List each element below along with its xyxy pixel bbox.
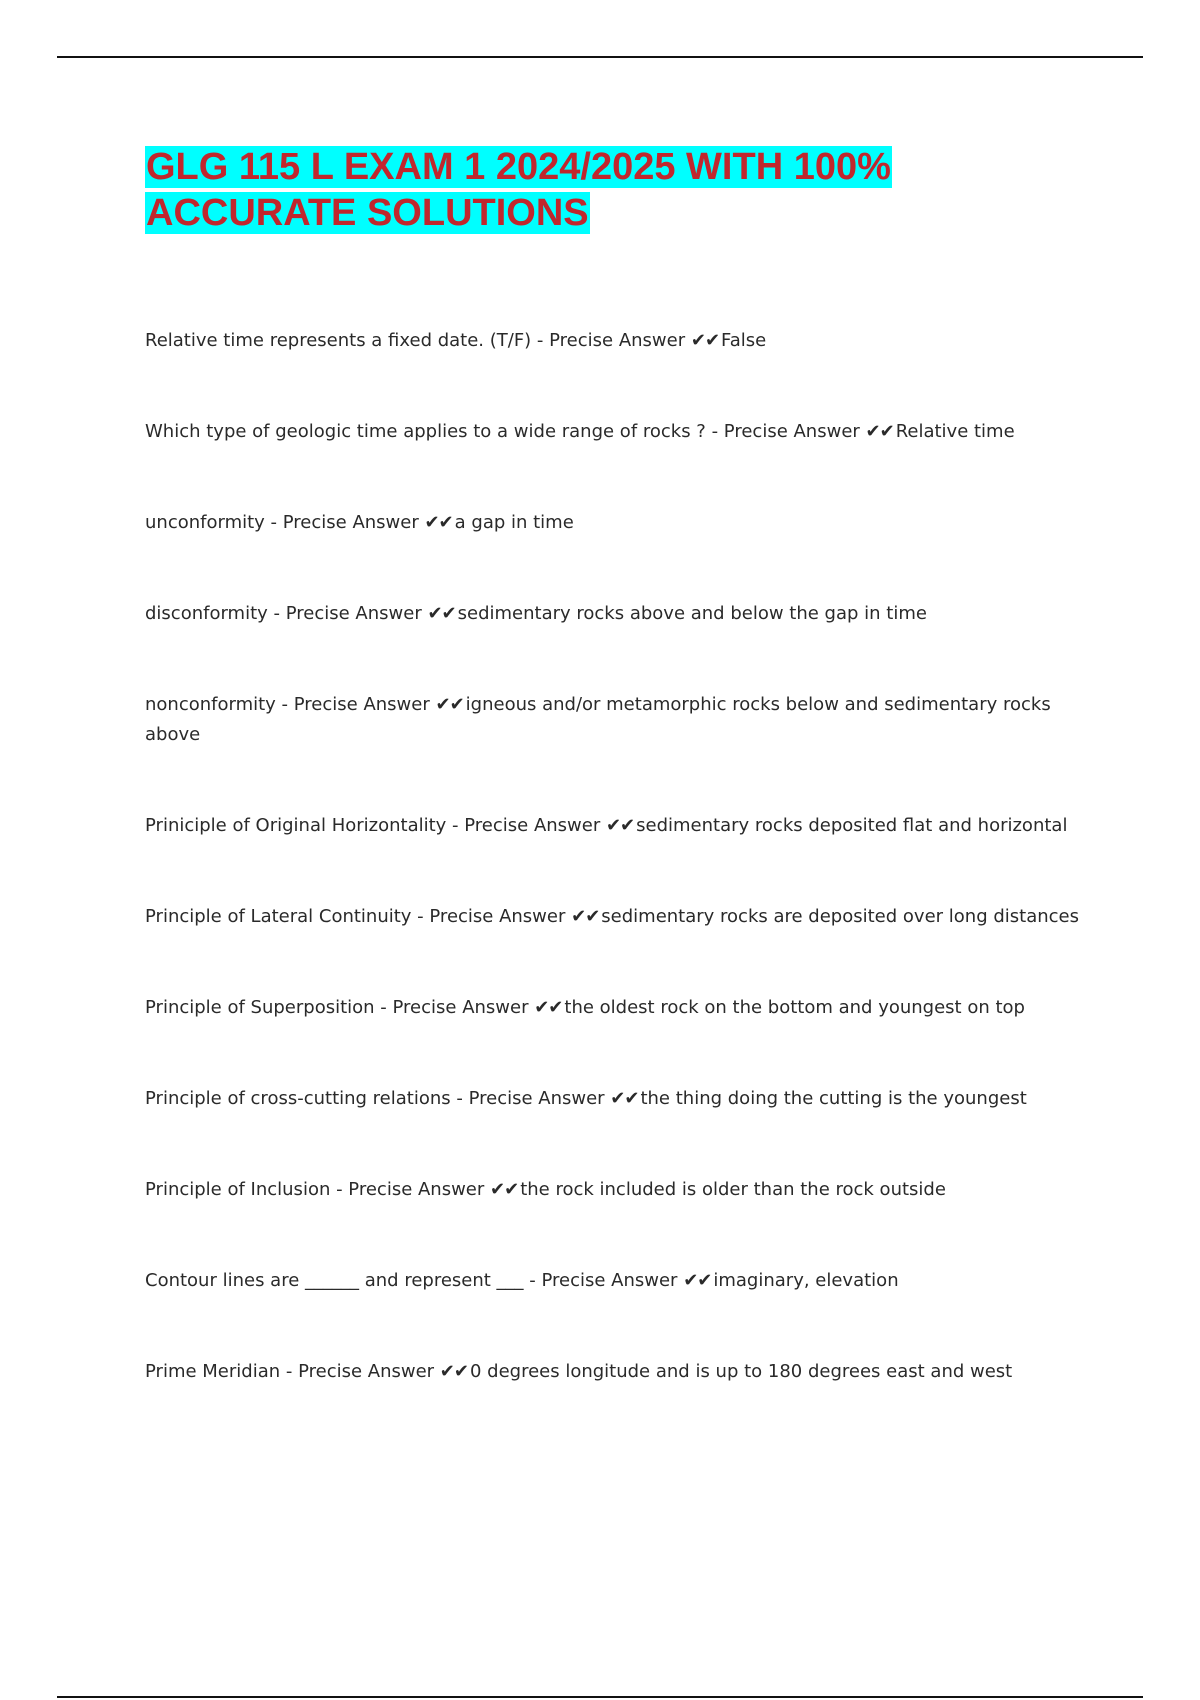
qa-answer: False (721, 330, 767, 351)
qa-list (145, 326, 1085, 1448)
qa-answer: igneous and/or metamorphic rocks below and sedimentary rocks above (145, 694, 1051, 745)
qa-question: Relative time represents a fixed date. (T/F) - Precise Answer (145, 330, 691, 351)
title-line-2: ACCURATE SOLUTIONS (146, 192, 589, 234)
qa-item (145, 417, 1085, 447)
check-icon: ✔✔ (610, 1088, 639, 1109)
qa-question: Prime Meridian - Precise Answer (145, 1361, 440, 1382)
qa-item (145, 326, 1085, 356)
qa-question: Contour lines are ______ and represent ___ - Precise Answer (145, 1270, 684, 1291)
check-icon: ✔✔ (439, 1361, 468, 1382)
check-icon: ✔✔ (534, 997, 563, 1018)
check-icon: ✔✔ (571, 906, 600, 927)
qa-answer: a gap in time (454, 512, 574, 533)
qa-answer: imaginary, elevation (713, 1270, 899, 1291)
check-icon: ✔✔ (427, 603, 456, 624)
check-icon: ✔✔ (865, 421, 894, 442)
qa-question: Which type of geologic time applies to a wide range of rocks ? - Precise Answer (145, 421, 866, 442)
qa-answer: the rock included is older than the rock outside (520, 1179, 946, 1200)
qa-answer: sedimentary rocks are deposited over long distances (601, 906, 1079, 927)
qa-answer: the oldest rock on the bottom and youngest on top (564, 997, 1025, 1018)
qa-item (145, 1357, 1085, 1387)
qa-item (145, 599, 1085, 629)
check-icon: ✔✔ (424, 512, 453, 533)
check-icon: ✔✔ (690, 330, 720, 351)
qa-answer: the thing doing the cutting is the youngest (640, 1088, 1027, 1109)
qa-item (145, 508, 1085, 538)
qa-item (145, 1084, 1085, 1114)
qa-item (145, 811, 1085, 841)
qa-question: nonconformity - Precise Answer (145, 694, 436, 715)
qa-item (145, 993, 1085, 1023)
title-line-1: GLG 115 L EXAM 1 2024/2025 WITH 100% (146, 146, 891, 188)
qa-question: Principle of Lateral Continuity - Precise Answer (145, 906, 572, 927)
qa-answer: 0 degrees longitude and is up to 180 degrees east and west (469, 1361, 1013, 1382)
qa-question: Principle of Inclusion - Precise Answer (145, 1179, 491, 1200)
qa-item (145, 1266, 1085, 1296)
qa-answer: sedimentary rocks above and below the gap in time (457, 603, 927, 624)
qa-question: Priniciple of Original Horizontality - Precise Answer (145, 815, 606, 836)
qa-item (145, 902, 1085, 932)
qa-item (145, 690, 1085, 750)
top-rule (57, 56, 1143, 58)
qa-answer: Relative time (895, 421, 1015, 442)
qa-item (145, 1175, 1085, 1205)
check-icon: ✔✔ (683, 1270, 712, 1291)
qa-question: unconformity - Precise Answer (145, 512, 425, 533)
qa-answer: sedimentary rocks deposited flat and horizontal (636, 815, 1068, 836)
check-icon: ✔✔ (490, 1179, 519, 1200)
document-title (145, 144, 1045, 236)
bottom-rule (57, 1696, 1143, 1698)
qa-question: disconformity - Precise Answer (145, 603, 428, 624)
qa-question: Principle of Superposition - Precise Answer (145, 997, 535, 1018)
check-icon: ✔✔ (605, 815, 635, 836)
check-icon: ✔✔ (435, 694, 464, 715)
qa-question: Principle of cross-cutting relations - Precise Answer (145, 1088, 611, 1109)
